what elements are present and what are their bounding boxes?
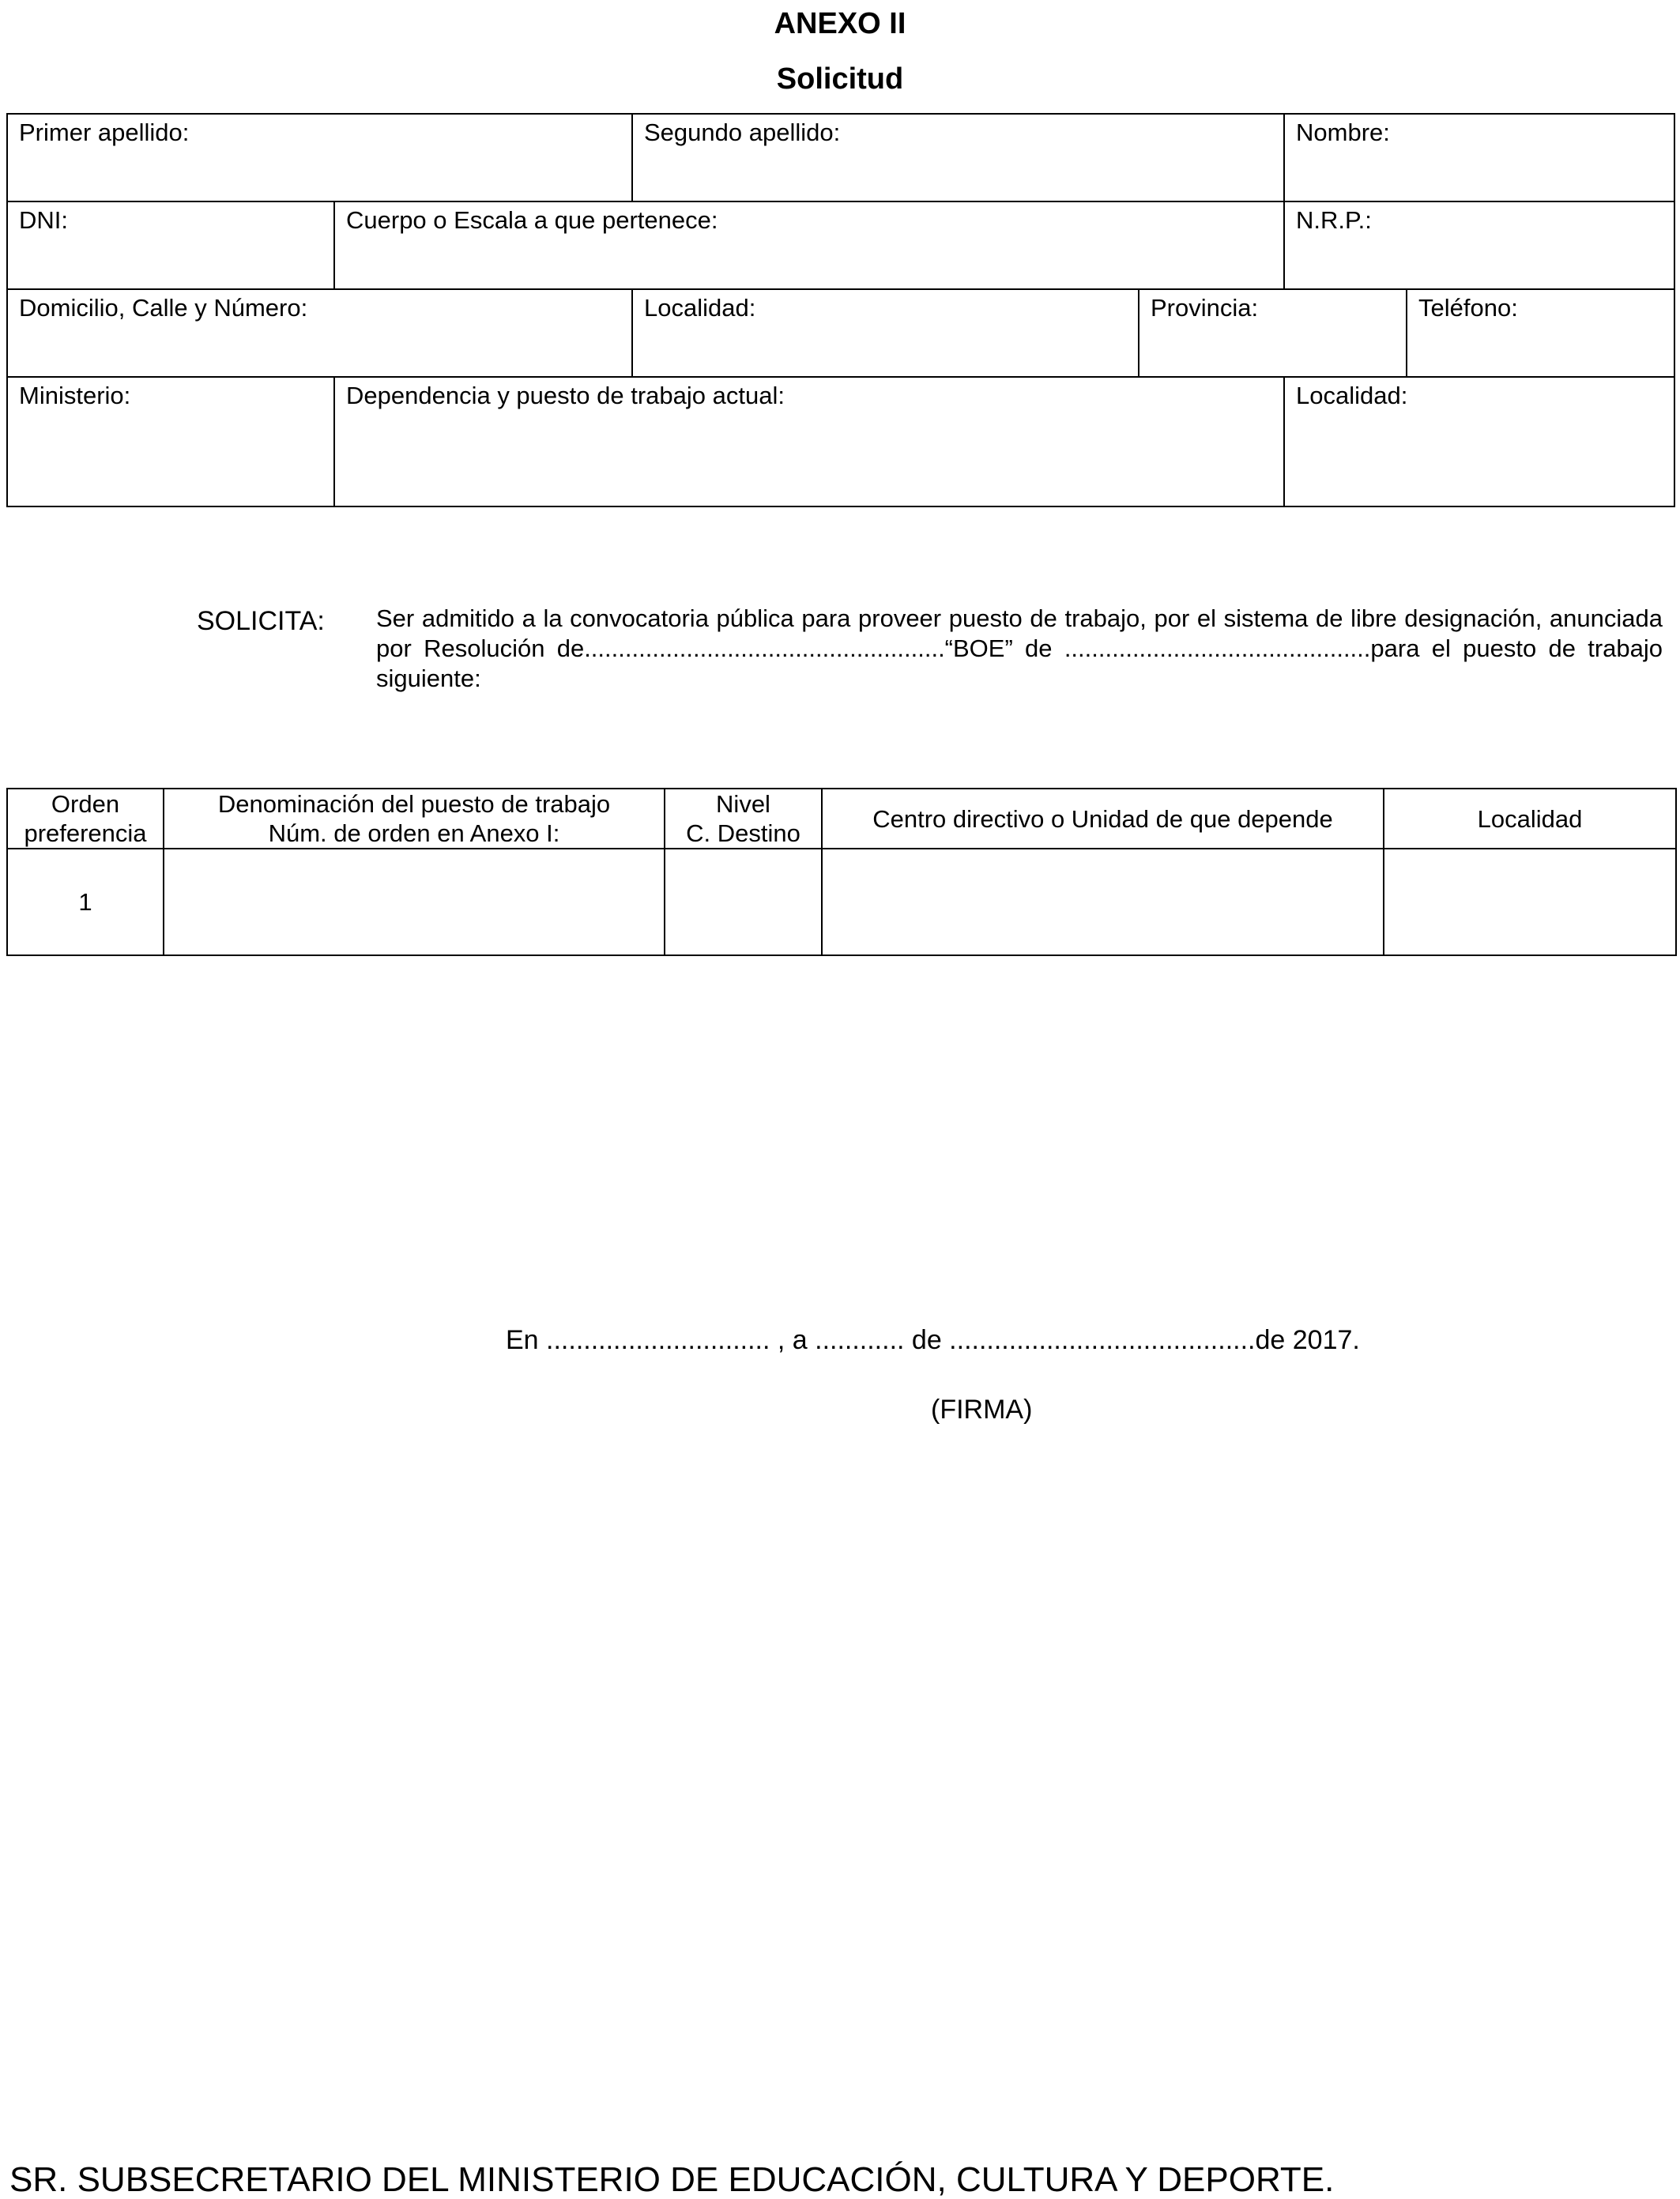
ministerio-field[interactable]: [6, 376, 333, 507]
localidad-trabajo-field[interactable]: [1283, 376, 1675, 507]
primer-apellido-field[interactable]: [6, 113, 631, 201]
header-orden: Orden preferencia: [7, 789, 164, 849]
form-title: Solicitud: [776, 62, 904, 96]
domicilio-label: Domicilio, Calle y Número:: [19, 294, 308, 322]
addressee: SR. SUBSECRETARIO DEL MINISTERIO DE EDUCACIÓN, CULTURA Y DEPORTE.: [9, 2160, 1335, 2199]
ministerio-label: Ministerio:: [19, 382, 131, 409]
cell-nivel[interactable]: [665, 849, 822, 955]
nrp-field[interactable]: [1283, 201, 1675, 288]
header-centro-directivo: Centro directivo o Unidad de que depende: [822, 789, 1384, 849]
dependencia-label: Dependencia y puesto de trabajo actual:: [346, 382, 785, 409]
header-denominacion: Denominación del puesto de trabajo Núm. de orden en Anexo I:: [164, 789, 665, 849]
primer-apellido-label: Primer apellido:: [19, 119, 190, 146]
telefono-field[interactable]: [1406, 288, 1675, 376]
dni-field[interactable]: [6, 201, 333, 288]
dni-label: DNI:: [19, 206, 68, 234]
positions-header-row: [7, 789, 1676, 849]
localidad-field[interactable]: [631, 288, 1138, 376]
telefono-label: Teléfono:: [1418, 294, 1518, 322]
localidad-trabajo-label: Localidad:: [1296, 382, 1408, 409]
cell-denominacion[interactable]: [164, 849, 665, 955]
nombre-label: Nombre:: [1296, 119, 1390, 146]
dependencia-field[interactable]: [333, 376, 1283, 507]
header-localidad: Localidad: [1384, 789, 1676, 849]
date-line: En .............................. , a ............ de .........................................de 2017.: [506, 1325, 1360, 1355]
nrp-label: N.R.P.:: [1296, 206, 1372, 234]
header-nivel: Nivel C. Destino: [665, 789, 822, 849]
domicilio-field[interactable]: [6, 288, 631, 376]
cell-centro-directivo[interactable]: [822, 849, 1384, 955]
localidad-label: Localidad:: [644, 294, 756, 322]
table-row: [7, 849, 1676, 955]
provincia-label: Provincia:: [1151, 294, 1259, 322]
signature-label: (FIRMA): [931, 1395, 1033, 1425]
solicita-text: Ser admitido a la convocatoria pública para proveer puesto de trabajo, por el sistema de libre designación, anunciada por Resolución de.....................................................“BOE” de .............................................para el puesto de trabajo siguiente:: [376, 604, 1663, 692]
cuerpo-escala-label: Cuerpo o Escala a que pertenece:: [346, 206, 718, 234]
positions-table: [6, 788, 1677, 956]
cell-orden[interactable]: 1: [7, 849, 164, 955]
segundo-apellido-label: Segundo apellido:: [644, 119, 841, 146]
cell-localidad[interactable]: [1384, 849, 1676, 955]
segundo-apellido-field[interactable]: [631, 113, 1283, 201]
annex-title: ANEXO II: [774, 7, 906, 40]
provincia-field[interactable]: [1138, 288, 1406, 376]
nombre-field[interactable]: [1283, 113, 1675, 201]
solicita-label: SOLICITA:: [197, 606, 325, 636]
cuerpo-escala-field[interactable]: [333, 201, 1283, 288]
